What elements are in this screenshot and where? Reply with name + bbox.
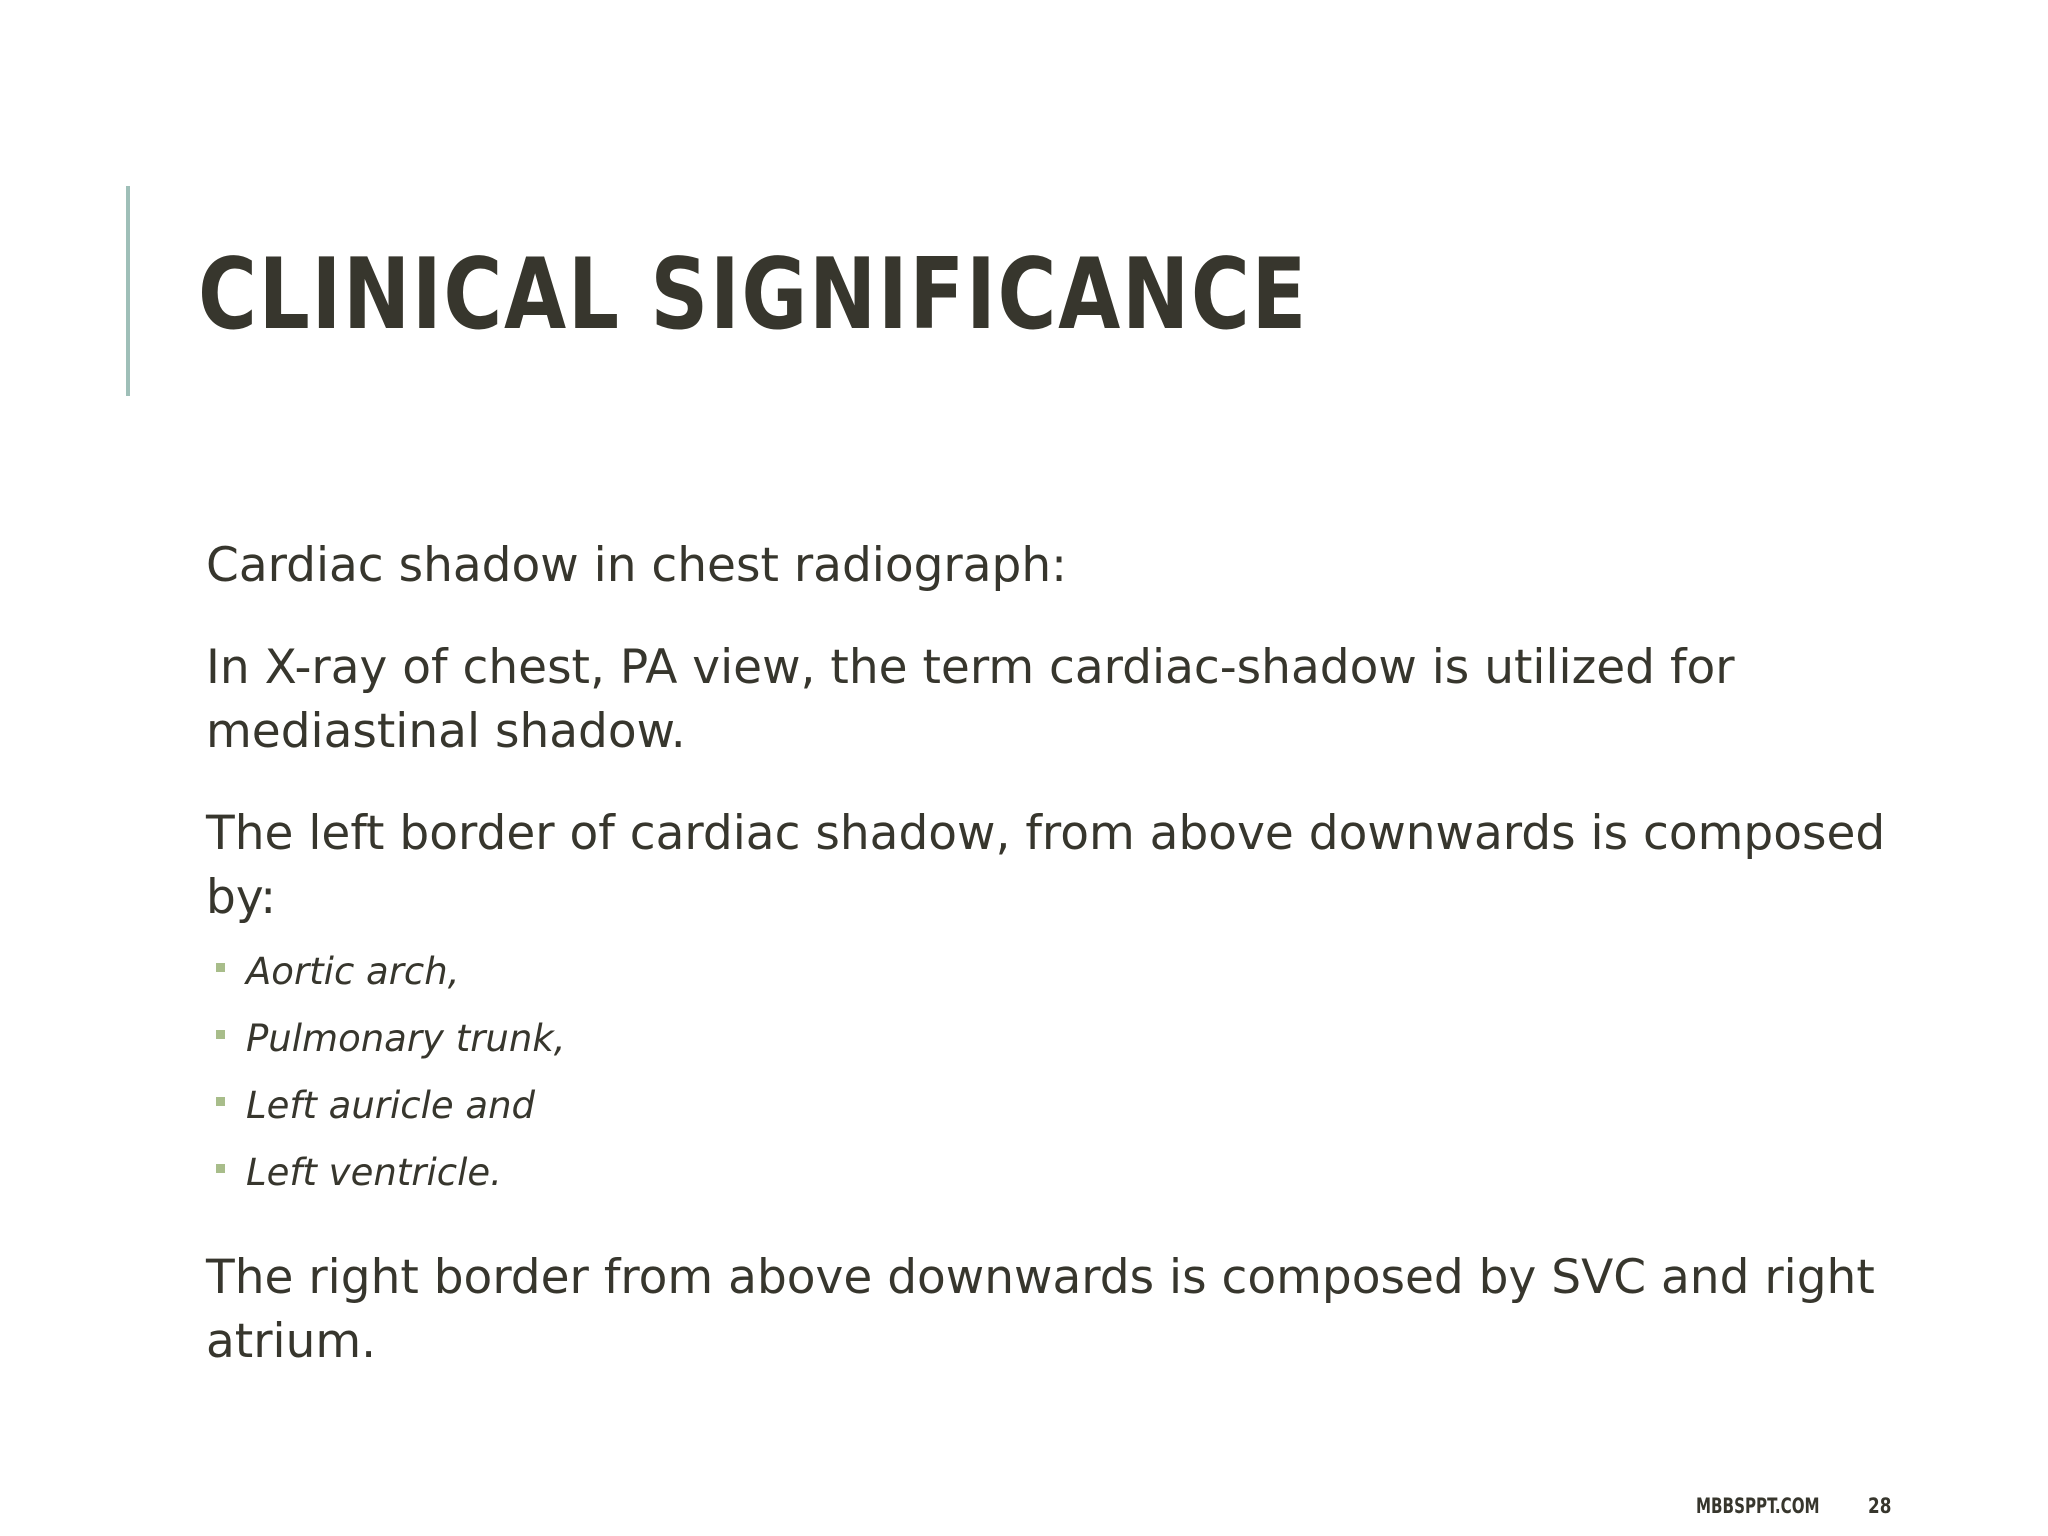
left-border-list: [206, 938, 1886, 1206]
body-paragraph-2: In X-ray of chest, PA view, the term cardiac-shadow is utilized for mediastinal shadow.: [206, 640, 1735, 759]
list-item-text: Pulmonary trunk,: [246, 1017, 566, 1060]
square-bullet-icon: [216, 963, 225, 972]
list-item-text: Left ventricle.: [246, 1151, 502, 1194]
body-paragraph-1: Cardiac shadow in chest radiograph:: [206, 538, 1068, 593]
list-item-text: Aortic arch,: [246, 950, 460, 993]
list-item: [206, 1072, 1886, 1139]
list-item: [206, 938, 1886, 1005]
slide-body: [206, 534, 1886, 1412]
body-paragraph-closing: The right border from above downwards is composed by SVC and right atrium.: [206, 1250, 1875, 1369]
title-accent-bar: [126, 186, 130, 396]
body-paragraph-3: The left border of cardiac shadow, from above downwards is composed by:: [206, 806, 1886, 925]
footer-website: MBBSPPT.COM: [1696, 1494, 1820, 1518]
slide-title: CLINICAL SIGNIFICANCE: [198, 238, 1309, 352]
list-item: [206, 1139, 1886, 1206]
list-item-text: Left auricle and: [246, 1084, 536, 1127]
square-bullet-icon: [216, 1164, 225, 1173]
list-item: [206, 1005, 1886, 1072]
page-number: 28: [1868, 1494, 1892, 1518]
square-bullet-icon: [216, 1097, 225, 1106]
square-bullet-icon: [216, 1030, 225, 1039]
